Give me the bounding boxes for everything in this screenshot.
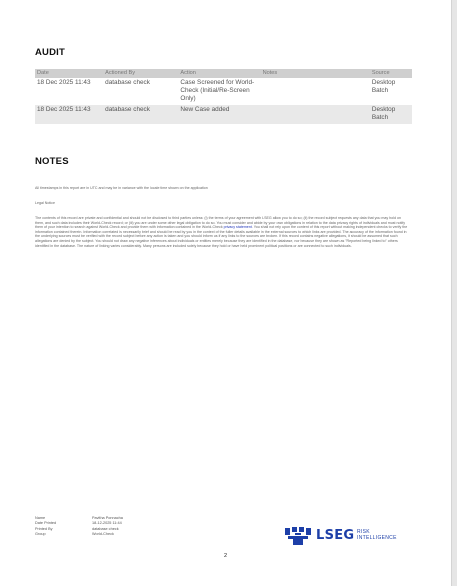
logo-sub-line-2: INTELLIGENCE: [357, 534, 397, 541]
meta-label-group: Group: [35, 532, 46, 537]
cell-actioned-by: database check: [103, 78, 178, 105]
audit-table-header: [35, 69, 412, 78]
lseg-logo: [284, 526, 404, 546]
meta-label-name: Name: [35, 516, 46, 520]
legal-notice-text: [35, 216, 410, 248]
page-number: 2: [223, 553, 228, 559]
meta-value-name: Pavitha Ponnacha: [92, 516, 123, 520]
legal-notice-title: Legal Notice: [35, 201, 55, 205]
timezone-note: All timestamps in this report are in UTC and may be in variance with the locale time shown on the application: [35, 186, 208, 190]
cell-source: Desktop Batch: [370, 78, 412, 105]
meta-value-printed-by: database check: [92, 526, 119, 531]
cell-date: 18 Dec 2025 11:43: [35, 78, 103, 105]
meta-value-group: World-Check: [92, 532, 114, 537]
logo-sub-line-1: RISK: [357, 529, 370, 535]
table-row: [35, 105, 412, 124]
cell-actioned-by: database check: [103, 105, 178, 124]
meta-value-date-printed: 18-12-2025 11:44: [92, 521, 122, 526]
cell-notes: [261, 78, 370, 105]
cell-action: New Case added: [178, 105, 260, 124]
privacy-statement-link[interactable]: privacy statement: [223, 225, 252, 230]
lseg-emblem-icon: [284, 526, 312, 546]
table-row: [35, 78, 412, 105]
meta-label-date-printed: Date Printed: [35, 521, 57, 526]
meta-label-printed-by: Printed By: [35, 526, 53, 531]
scrollbar[interactable]: [451, 0, 457, 586]
column-header-actioned-by: Actioned By: [103, 69, 178, 78]
column-header-date: Date: [35, 69, 103, 78]
column-header-action: Action: [178, 69, 260, 78]
legal-text-part-1: The contents of this record are private and confidential and should not be disclosed to third parties unless: (i) the terms of your agreement with LSEG allow you to do so; (ii) the record subject requests any data that you may hold on them, and such data includes their World-Check record; or (iii) you are under some other legal obligation to do so. You must consider and abide by your own obligations in relation to the data privacy rights of individuals and must notify them of your intention to search against World-Check and provide them with information contained in the World-Check: [35, 216, 406, 230]
lseg-logo-text: LSEG: [316, 528, 355, 543]
cell-notes: [261, 105, 370, 124]
cell-date: 18 Dec 2025 11:43: [35, 105, 103, 124]
column-header-source: Source: [370, 69, 412, 78]
audit-section-title: AUDIT: [35, 47, 66, 58]
legal-text-part-2: . You shall not rely upon the content of this report without making independent checks to verify the information contained therein. Information correlated is necessarily brief and should be read by you in the context of the fuller details available in the external sources to which links are provided. The accuracy of the information found in the underlying sources must be verified with the record subject before any action is taken and you should inform us if any links to the sources are broken. If this record contains negative allegations, it should be assumed that such allegations are denied by the subject. You should not draw any negative inferences about individuals or entities merely because they are identified in the database, nor because they are shown as "Reported being linked to" others identified in the database. The nature of linking varies considerably. Many persons are included solely because they hold or have held prominent political positions or are connected to such individuals.: [35, 225, 408, 248]
lseg-logo-subtitle: [357, 530, 397, 541]
cell-source: Desktop Batch: [370, 105, 412, 124]
column-header-notes: Notes: [261, 69, 370, 78]
cell-action: Case Screened for World-Check (Initial/Re-Screen Only): [178, 78, 260, 105]
notes-section-title: NOTES: [35, 156, 69, 167]
audit-table: [35, 69, 412, 124]
